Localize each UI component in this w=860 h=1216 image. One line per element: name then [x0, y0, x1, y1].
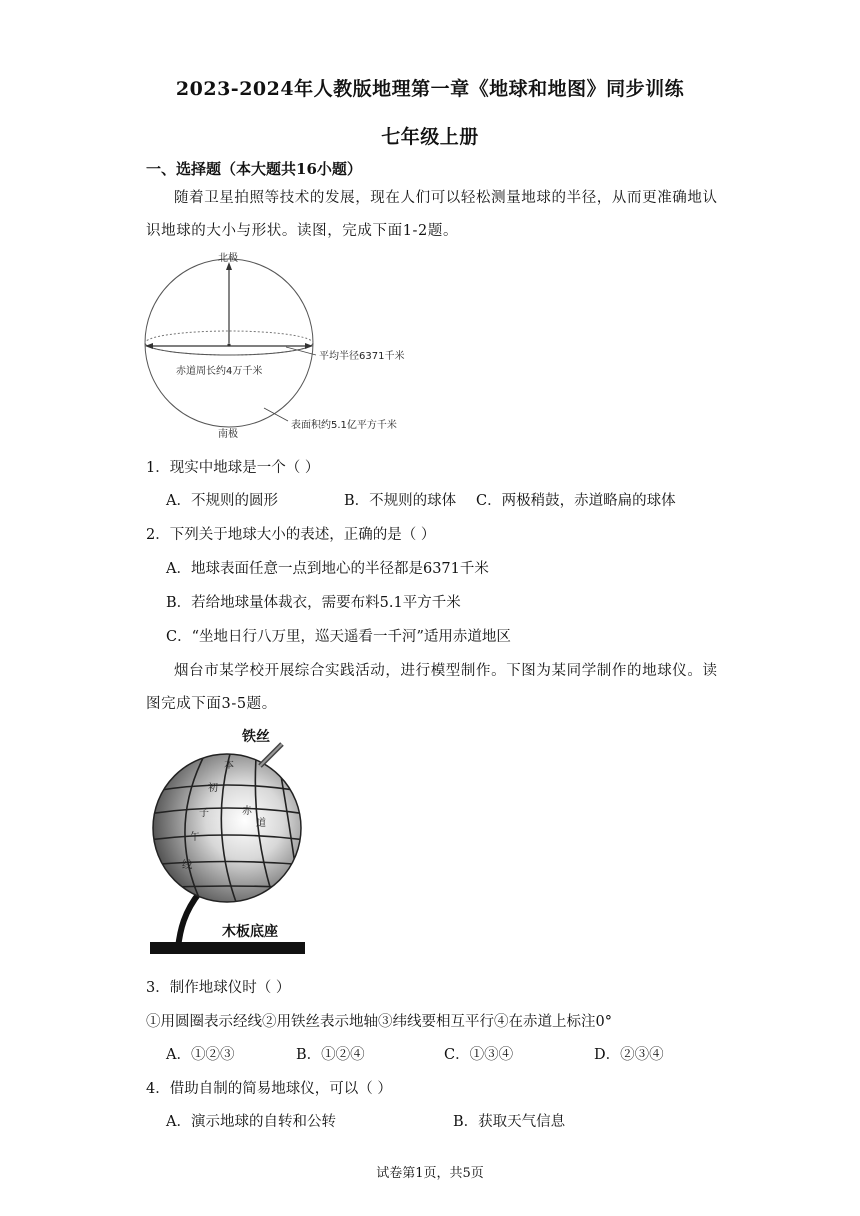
passage1-line1: 随着卫星拍照等技术的发展，现在人们可以轻松测量地球的半径，从而更准确地认: [174, 190, 718, 206]
q4-option-b: B．获取天气信息: [453, 1114, 566, 1130]
passage1-line2: 识地球的大小与形状。读图，完成下面1-2题。: [146, 223, 459, 239]
meridian-char: 本: [224, 760, 234, 771]
q1-option-b: B．不规则的球体: [344, 493, 457, 509]
north-pole-label: 北极: [218, 253, 238, 264]
meridian-char: 子: [199, 808, 209, 819]
q1-stem: 1．现实中地球是一个（ ）: [146, 460, 320, 476]
meridian-char: 午: [190, 832, 200, 843]
q2-option-c: C．“坐地日行八万里，巡天遥看一千河”适用赤道地区: [166, 629, 511, 645]
page-subtitle: 七年级上册: [381, 126, 479, 148]
base-label: 木板底座: [222, 924, 278, 940]
q4-option-a: A．演示地球的自转和公转: [166, 1114, 336, 1130]
q2-option-b: B．若给地球量体裁衣，需要布料5.1平方千米: [166, 595, 461, 611]
south-pole-label: 南极: [218, 429, 238, 440]
passage2-line2: 图完成下面3-5题。: [146, 696, 277, 712]
q1-option-c: C．两极稍鼓，赤道略扁的球体: [476, 493, 676, 509]
q4-stem: 4．借助自制的简易地球仪，可以（ ）: [146, 1081, 392, 1097]
radius-label: 平均半径6371千米: [319, 351, 405, 362]
globe-model-figure: [144, 722, 314, 962]
q3-option-c: C．①③④: [444, 1047, 514, 1063]
wire-label: 铁丝: [242, 729, 270, 745]
q3-option-d: D．②③④: [594, 1047, 664, 1063]
q3-option-a: A．①②③: [166, 1047, 235, 1063]
meridian-char: 初: [208, 783, 218, 794]
q2-option-a: A．地球表面任意一点到地心的半径都是6371千米: [166, 561, 489, 577]
section-heading: 一、选择题（本大题共16小题）: [146, 160, 362, 178]
page-footer: 试卷第1页，共5页: [376, 1166, 484, 1181]
earth-size-figure: [136, 248, 416, 440]
q1-option-a: A．不规则的圆形: [166, 493, 278, 509]
q3-option-b: B．①②④: [296, 1047, 365, 1063]
equator-char: 道: [256, 818, 266, 829]
meridian-char: 线: [182, 860, 192, 871]
q2-stem: 2．下列关于地球大小的表述，正确的是（ ）: [146, 527, 436, 543]
q3-statements: ①用圆圈表示经线②用铁丝表示地轴③纬线要相互平行④在赤道上标注0°: [146, 1014, 612, 1030]
page-title: 2023-2024年人教版地理第一章《地球和地图》同步训练: [175, 78, 685, 100]
surface-area-label: 表面积约5.1亿平方千米: [291, 420, 397, 431]
passage2-line1: 烟台市某学校开展综合实践活动，进行模型制作。下图为某同学制作的地球仪。读: [174, 663, 718, 679]
equator-char: 赤: [242, 806, 252, 817]
equator-label: 赤道周长约4万千米: [176, 366, 263, 377]
q3-stem: 3．制作地球仪时（ ）: [146, 980, 291, 996]
